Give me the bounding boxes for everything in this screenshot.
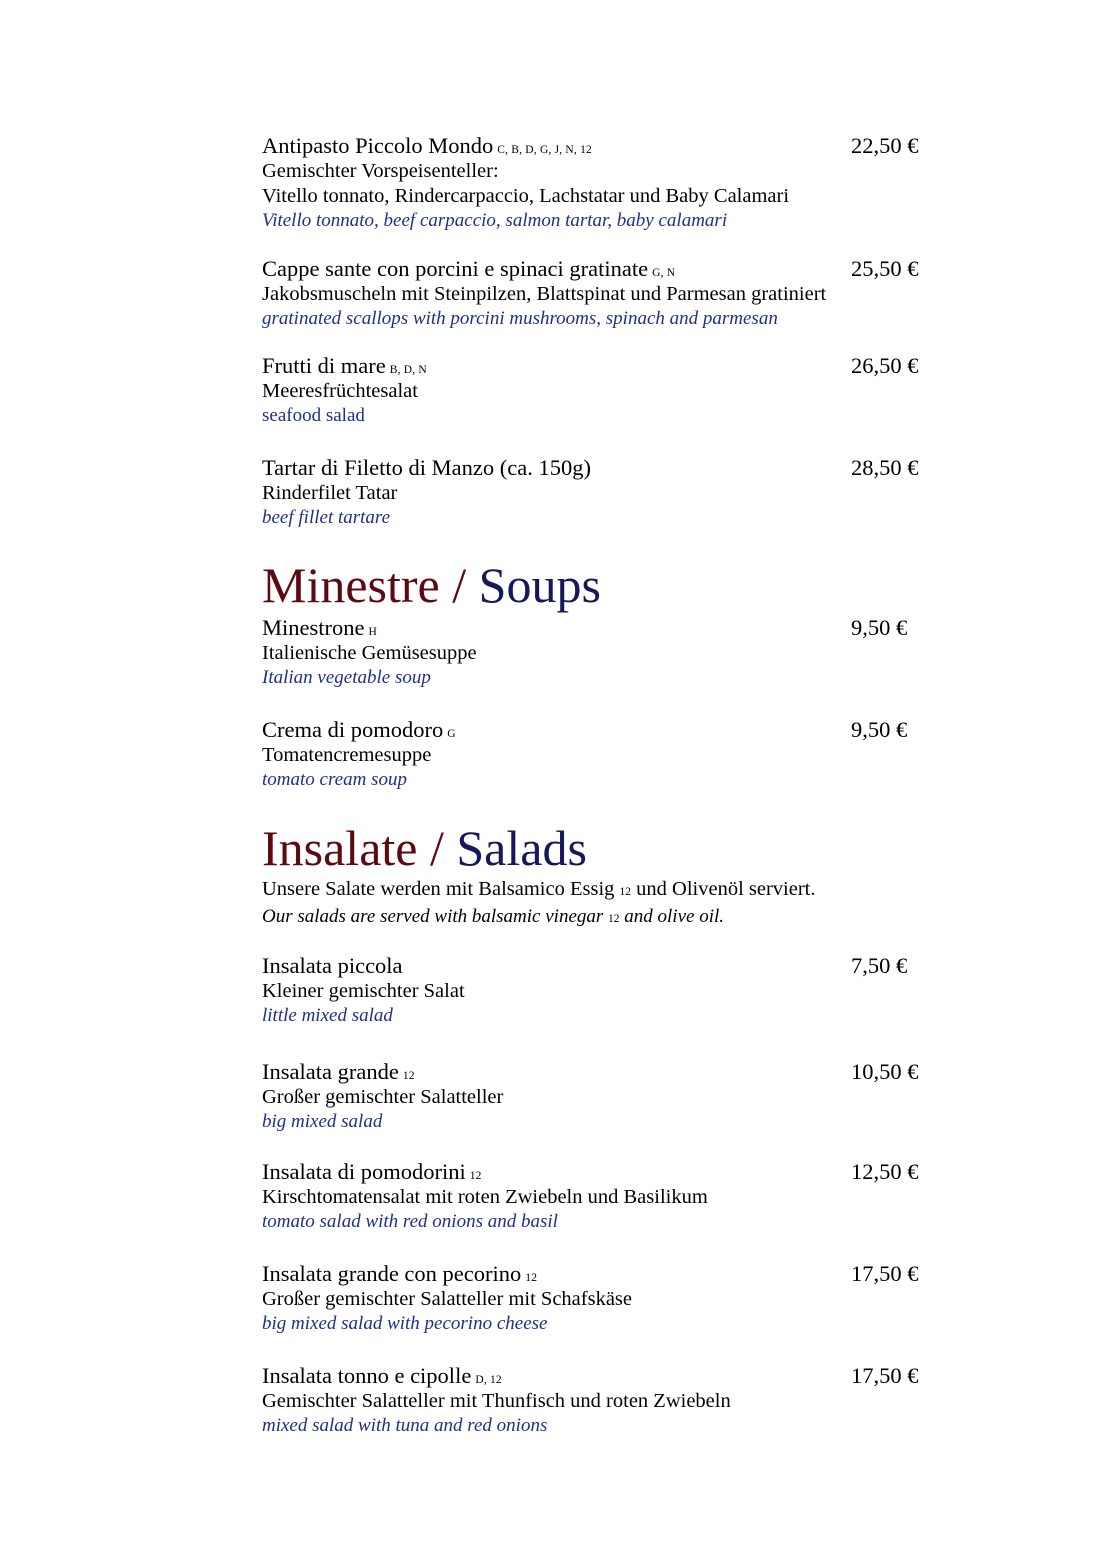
- menu-item-tartar-di-filetto: [262, 455, 919, 530]
- menu-item-insalata-grande-con-pecorino: [262, 1261, 919, 1336]
- note-text: Our salads are served with balsamic vinegar: [262, 906, 604, 927]
- salad-note: [262, 877, 816, 931]
- item-price: 22,50 €: [851, 133, 919, 158]
- allergen-codes: H: [368, 626, 377, 638]
- note-text: Unsere Salate werden mit Balsamico Essig: [262, 878, 615, 900]
- allergen-codes: 12: [525, 1272, 538, 1284]
- item-price: 10,50 €: [851, 1059, 919, 1084]
- german-description: Italienische Gemüsesuppe: [262, 642, 477, 664]
- allergen-codes: D, 12: [475, 1374, 502, 1386]
- salad-note-german: [262, 877, 816, 905]
- item-name: Insalata di pomodorini: [262, 1159, 466, 1184]
- allergen-codes: G, N: [652, 267, 676, 279]
- german-description: Meeresfrüchtesalat: [262, 380, 418, 402]
- english-description: tomato salad with red onions and basil: [262, 1211, 558, 1232]
- item-name: Antipasto Piccolo Mondo: [262, 133, 494, 158]
- menu-item-insalata-piccola: [262, 953, 908, 1028]
- menu-item-crema-di-pomodoro: [262, 717, 908, 792]
- item-name: Insalata grande: [262, 1059, 399, 1084]
- menu-item-antipasto-piccolo-mondo: [262, 133, 919, 233]
- heading-separator: /: [417, 820, 457, 876]
- menu-item-minestrone: [262, 615, 908, 690]
- section-heading-salads: [262, 820, 587, 876]
- item-price: 7,50 €: [851, 953, 908, 978]
- allergen-codes: 12: [469, 1170, 482, 1182]
- menu-item-insalata-di-pomodorini: [262, 1159, 919, 1234]
- note-text: and olive oil.: [624, 906, 725, 927]
- item-price: 25,50 €: [851, 256, 919, 281]
- note-text: und Olivenöl serviert.: [636, 878, 816, 900]
- english-description: gratinated scallops with porcini mushrooms, spinach and parmesan: [262, 308, 778, 329]
- german-description: Rinderfilet Tatar: [262, 482, 398, 504]
- item-name: Insalata tonno e cipolle: [262, 1363, 472, 1388]
- english-description: Italian vegetable soup: [262, 667, 431, 688]
- german-description: Jakobsmuscheln mit Steinpilzen, Blattspinat und Parmesan gratiniert: [262, 283, 827, 305]
- item-name: Crema di pomodoro: [262, 717, 444, 742]
- heading-italian: Minestre: [262, 557, 440, 613]
- item-price: 17,50 €: [851, 1363, 919, 1388]
- item-price: 12,50 €: [851, 1159, 919, 1184]
- english-description: big mixed salad with pecorino cheese: [262, 1313, 548, 1334]
- german-description: Tomatencremesuppe: [262, 744, 432, 766]
- english-description: little mixed salad: [262, 1005, 393, 1026]
- menu-item-insalata-tonno-e-cipolle: [262, 1363, 919, 1438]
- section-heading-soups: [262, 557, 601, 613]
- german-description: Großer gemischter Salatteller mit Schafskäse: [262, 1288, 633, 1310]
- item-price: 26,50 €: [851, 353, 919, 378]
- allergen-code: 12: [608, 913, 620, 925]
- allergen-code: 12: [619, 886, 632, 898]
- allergen-codes: C, B, D, G, J, N, 12: [497, 144, 592, 156]
- item-name: Minestrone: [262, 615, 365, 640]
- menu-item-insalata-grande: [262, 1059, 919, 1134]
- english-description: big mixed salad: [262, 1111, 383, 1132]
- heading-english: Salads: [456, 820, 587, 876]
- english-description: tomato cream soup: [262, 769, 407, 790]
- item-name: Insalata piccola: [262, 953, 403, 978]
- item-price: 17,50 €: [851, 1261, 919, 1286]
- english-description: mixed salad with tuna and red onions: [262, 1415, 548, 1436]
- item-price: 28,50 €: [851, 455, 919, 480]
- english-description: beef fillet tartare: [262, 507, 391, 528]
- item-name: Cappe sante con porcini e spinaci gratinate: [262, 256, 649, 281]
- item-name: Frutti di mare: [262, 353, 386, 378]
- english-description: seafood salad: [262, 405, 365, 426]
- english-description: Vitello tonnato, beef carpaccio, salmon tartar, baby calamari: [262, 210, 728, 231]
- allergen-codes: G: [447, 728, 456, 740]
- german-description: Kirschtomatensalat mit roten Zwiebeln und Basilikum: [262, 1186, 708, 1208]
- item-price: 9,50 €: [851, 717, 908, 742]
- heading-italian: Insalate: [262, 820, 418, 876]
- item-name: Insalata grande con pecorino: [262, 1261, 522, 1286]
- german-description: Kleiner gemischter Salat: [262, 980, 465, 1002]
- german-description: Gemischter Salatteller mit Thunfisch und roten Zwiebeln: [262, 1390, 731, 1412]
- german-description: Gemischter Vorspeisenteller:: [262, 160, 499, 182]
- item-name: Tartar di Filetto di Manzo (ca. 150g): [262, 455, 591, 480]
- allergen-codes: B, D, N: [389, 364, 427, 376]
- german-description: Vitello tonnato, Rindercarpaccio, Lachstatar und Baby Calamari: [262, 185, 790, 207]
- menu-item-cappe-sante: [262, 256, 919, 331]
- heading-english: Soups: [478, 557, 601, 613]
- heading-separator: /: [439, 557, 479, 613]
- salad-note-english: [262, 905, 816, 931]
- allergen-codes: 12: [402, 1070, 415, 1082]
- german-description: Großer gemischter Salatteller: [262, 1086, 504, 1108]
- menu-item-frutti-di-mare: [262, 353, 919, 428]
- item-price: 9,50 €: [851, 615, 908, 640]
